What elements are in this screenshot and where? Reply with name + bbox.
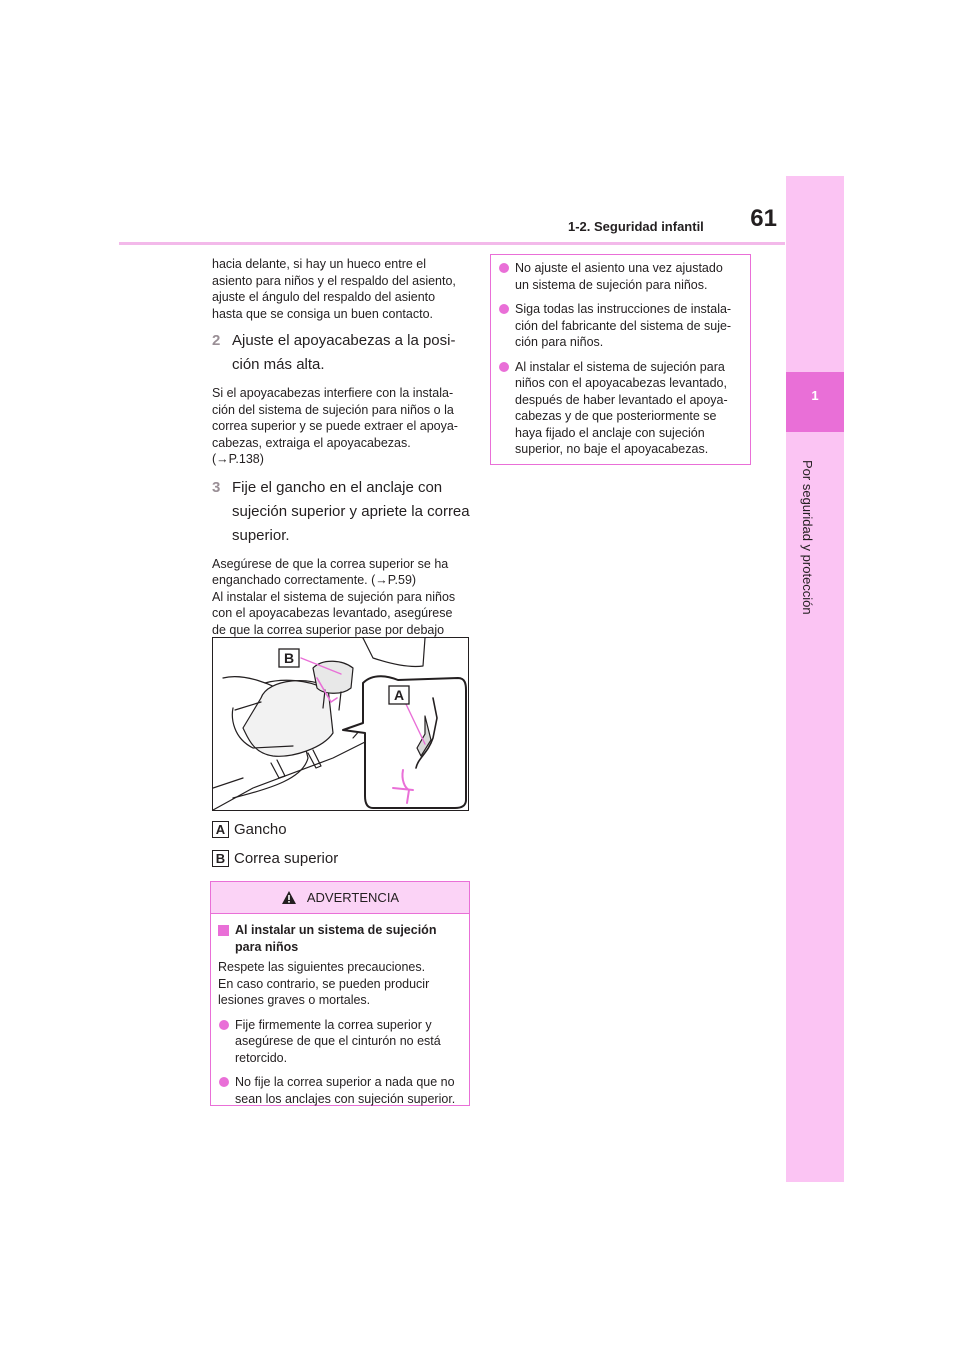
bullet-line: Siga todas las instrucciones de instala-	[515, 302, 732, 316]
step-line: superior.	[232, 526, 290, 544]
step-2	[212, 329, 474, 377]
intro-line: ajuste el ángulo del respaldo del asiento	[212, 290, 436, 304]
bullet-text	[515, 260, 723, 293]
callout-b-text: B	[283, 650, 295, 666]
callout-label-a	[389, 686, 409, 704]
legend-label: Correa superior	[234, 850, 339, 867]
step-line: sujeción superior y apriete la correa	[232, 502, 470, 520]
circle-bullet-icon	[499, 362, 509, 372]
warning-triangle-icon	[281, 890, 297, 905]
note-line: ción del sistema de sujeción para niños o la	[212, 402, 454, 417]
warning-text	[218, 959, 463, 1009]
illustration-drawing	[213, 638, 469, 811]
warning-box	[210, 881, 470, 1106]
chapter-side-tab	[786, 176, 844, 1182]
intro-line: hacia delante, si hay un hueco entre el	[212, 257, 427, 271]
child-seat-illustration	[212, 637, 469, 811]
header-rule	[119, 242, 785, 245]
warning-line: En caso contrario, se pueden producir	[218, 976, 430, 991]
circle-bullet-icon	[499, 304, 509, 314]
circle-bullet-icon	[219, 1020, 229, 1030]
warning-bullet	[218, 1074, 463, 1107]
warning-heading-text	[235, 922, 436, 955]
intro-line: hasta que se consiga un buen contacto.	[212, 306, 433, 321]
note-line: correa superior y se puede extraer el apoya-	[212, 419, 458, 433]
warning-line: Respete las siguientes precauciones.	[218, 960, 426, 974]
bullet-line: Al instalar el sistema de sujeción para	[515, 359, 725, 374]
warning-line: lesiones graves o mortales.	[218, 993, 371, 1007]
legend-key: B	[212, 850, 229, 867]
legend-item-a	[212, 821, 287, 838]
note-line: Al instalar el sistema de sujeción para niños	[212, 589, 456, 604]
step-text	[232, 329, 455, 377]
note-line: enganchado correctamente. (→P.59)	[212, 573, 417, 587]
bullet-line: ción del fabricante del sistema de suje-	[515, 318, 732, 333]
bullet-line: haya fijado el anclaje con sujeción	[515, 425, 705, 440]
legend-key: A	[212, 821, 229, 838]
bullet-text	[515, 301, 731, 351]
square-bullet-icon	[218, 925, 229, 936]
step-number: 3	[212, 478, 221, 496]
step-number: 2	[212, 332, 221, 349]
note-line: Asegúrese de que la correa superior se ha	[212, 556, 449, 571]
callout-a-text: A	[393, 687, 405, 703]
bullet-line: No ajuste el asiento una vez ajustado	[515, 261, 723, 275]
step-3	[212, 476, 474, 548]
bullet-line: Fije firmemente la correa superior y	[235, 1017, 432, 1032]
note-bullet	[498, 359, 744, 458]
note-line: con el apoyacabezas levantado, asegúrese	[212, 606, 453, 620]
warning-heading	[218, 922, 463, 955]
bullet-line: retorcido.	[235, 1050, 288, 1065]
bullet-line: cabezas y de que posteriormente se	[515, 409, 717, 423]
note-bullet	[498, 260, 744, 293]
main-column	[212, 256, 474, 655]
step-text	[232, 476, 470, 548]
note-line: Si el apoyacabezas interfiere con la instala-	[212, 386, 454, 400]
notes-box	[490, 254, 751, 465]
heading-line: para niños	[235, 939, 299, 954]
bullet-line: niños con el apoyacabezas levantado,	[515, 376, 727, 390]
intro-paragraph	[212, 256, 474, 322]
section-title: 1-2. Seguridad infantil	[568, 219, 704, 234]
legend-item-b	[212, 850, 338, 867]
note-line: cabezas, extraiga el apoyacabezas.	[212, 435, 411, 450]
bullet-line: No fije la correa superior a nada que no	[235, 1075, 455, 1089]
step-line: Fije el gancho en el anclaje con	[232, 478, 443, 496]
bullet-line: ción para niños.	[515, 335, 604, 349]
circle-bullet-icon	[219, 1077, 229, 1087]
warning-body	[211, 914, 469, 1107]
step-line: ción más alta.	[232, 356, 325, 373]
legend-label: Gancho	[234, 821, 287, 838]
bullet-line: después de haber levantado el apoya-	[515, 392, 728, 407]
bullet-line: un sistema de sujeción para niños.	[515, 277, 708, 292]
intro-line: asiento para niños y el respaldo del asiento,	[212, 273, 456, 288]
page-reference[interactable]: (→P.138)	[212, 452, 264, 466]
warning-header	[211, 882, 469, 914]
warning-title: ADVERTENCIA	[306, 890, 400, 905]
note-line: de que la correa superior pase por debajo	[212, 622, 445, 637]
page-number: 61	[750, 205, 777, 232]
heading-line: Al instalar un sistema de sujeción	[235, 923, 437, 937]
note-bullet	[498, 301, 744, 351]
circle-bullet-icon	[499, 263, 509, 273]
warning-bullet	[218, 1017, 463, 1067]
chapter-title: Por seguridad y protección	[800, 460, 815, 615]
step-line: Ajuste el apoyacabezas a la posi-	[232, 332, 456, 349]
bullet-text	[515, 359, 728, 458]
chapter-number: 1	[811, 388, 819, 403]
callout-label-b	[279, 649, 299, 667]
bullet-text	[235, 1017, 441, 1067]
step-2-note	[212, 385, 474, 468]
bullet-line: superior, no baje el apoyacabezas.	[515, 442, 709, 456]
bullet-line: sean los anclajes con sujeción superior.	[235, 1091, 456, 1106]
bullet-line: asegúrese de que el cinturón no está	[235, 1034, 441, 1048]
bullet-text	[235, 1074, 455, 1107]
